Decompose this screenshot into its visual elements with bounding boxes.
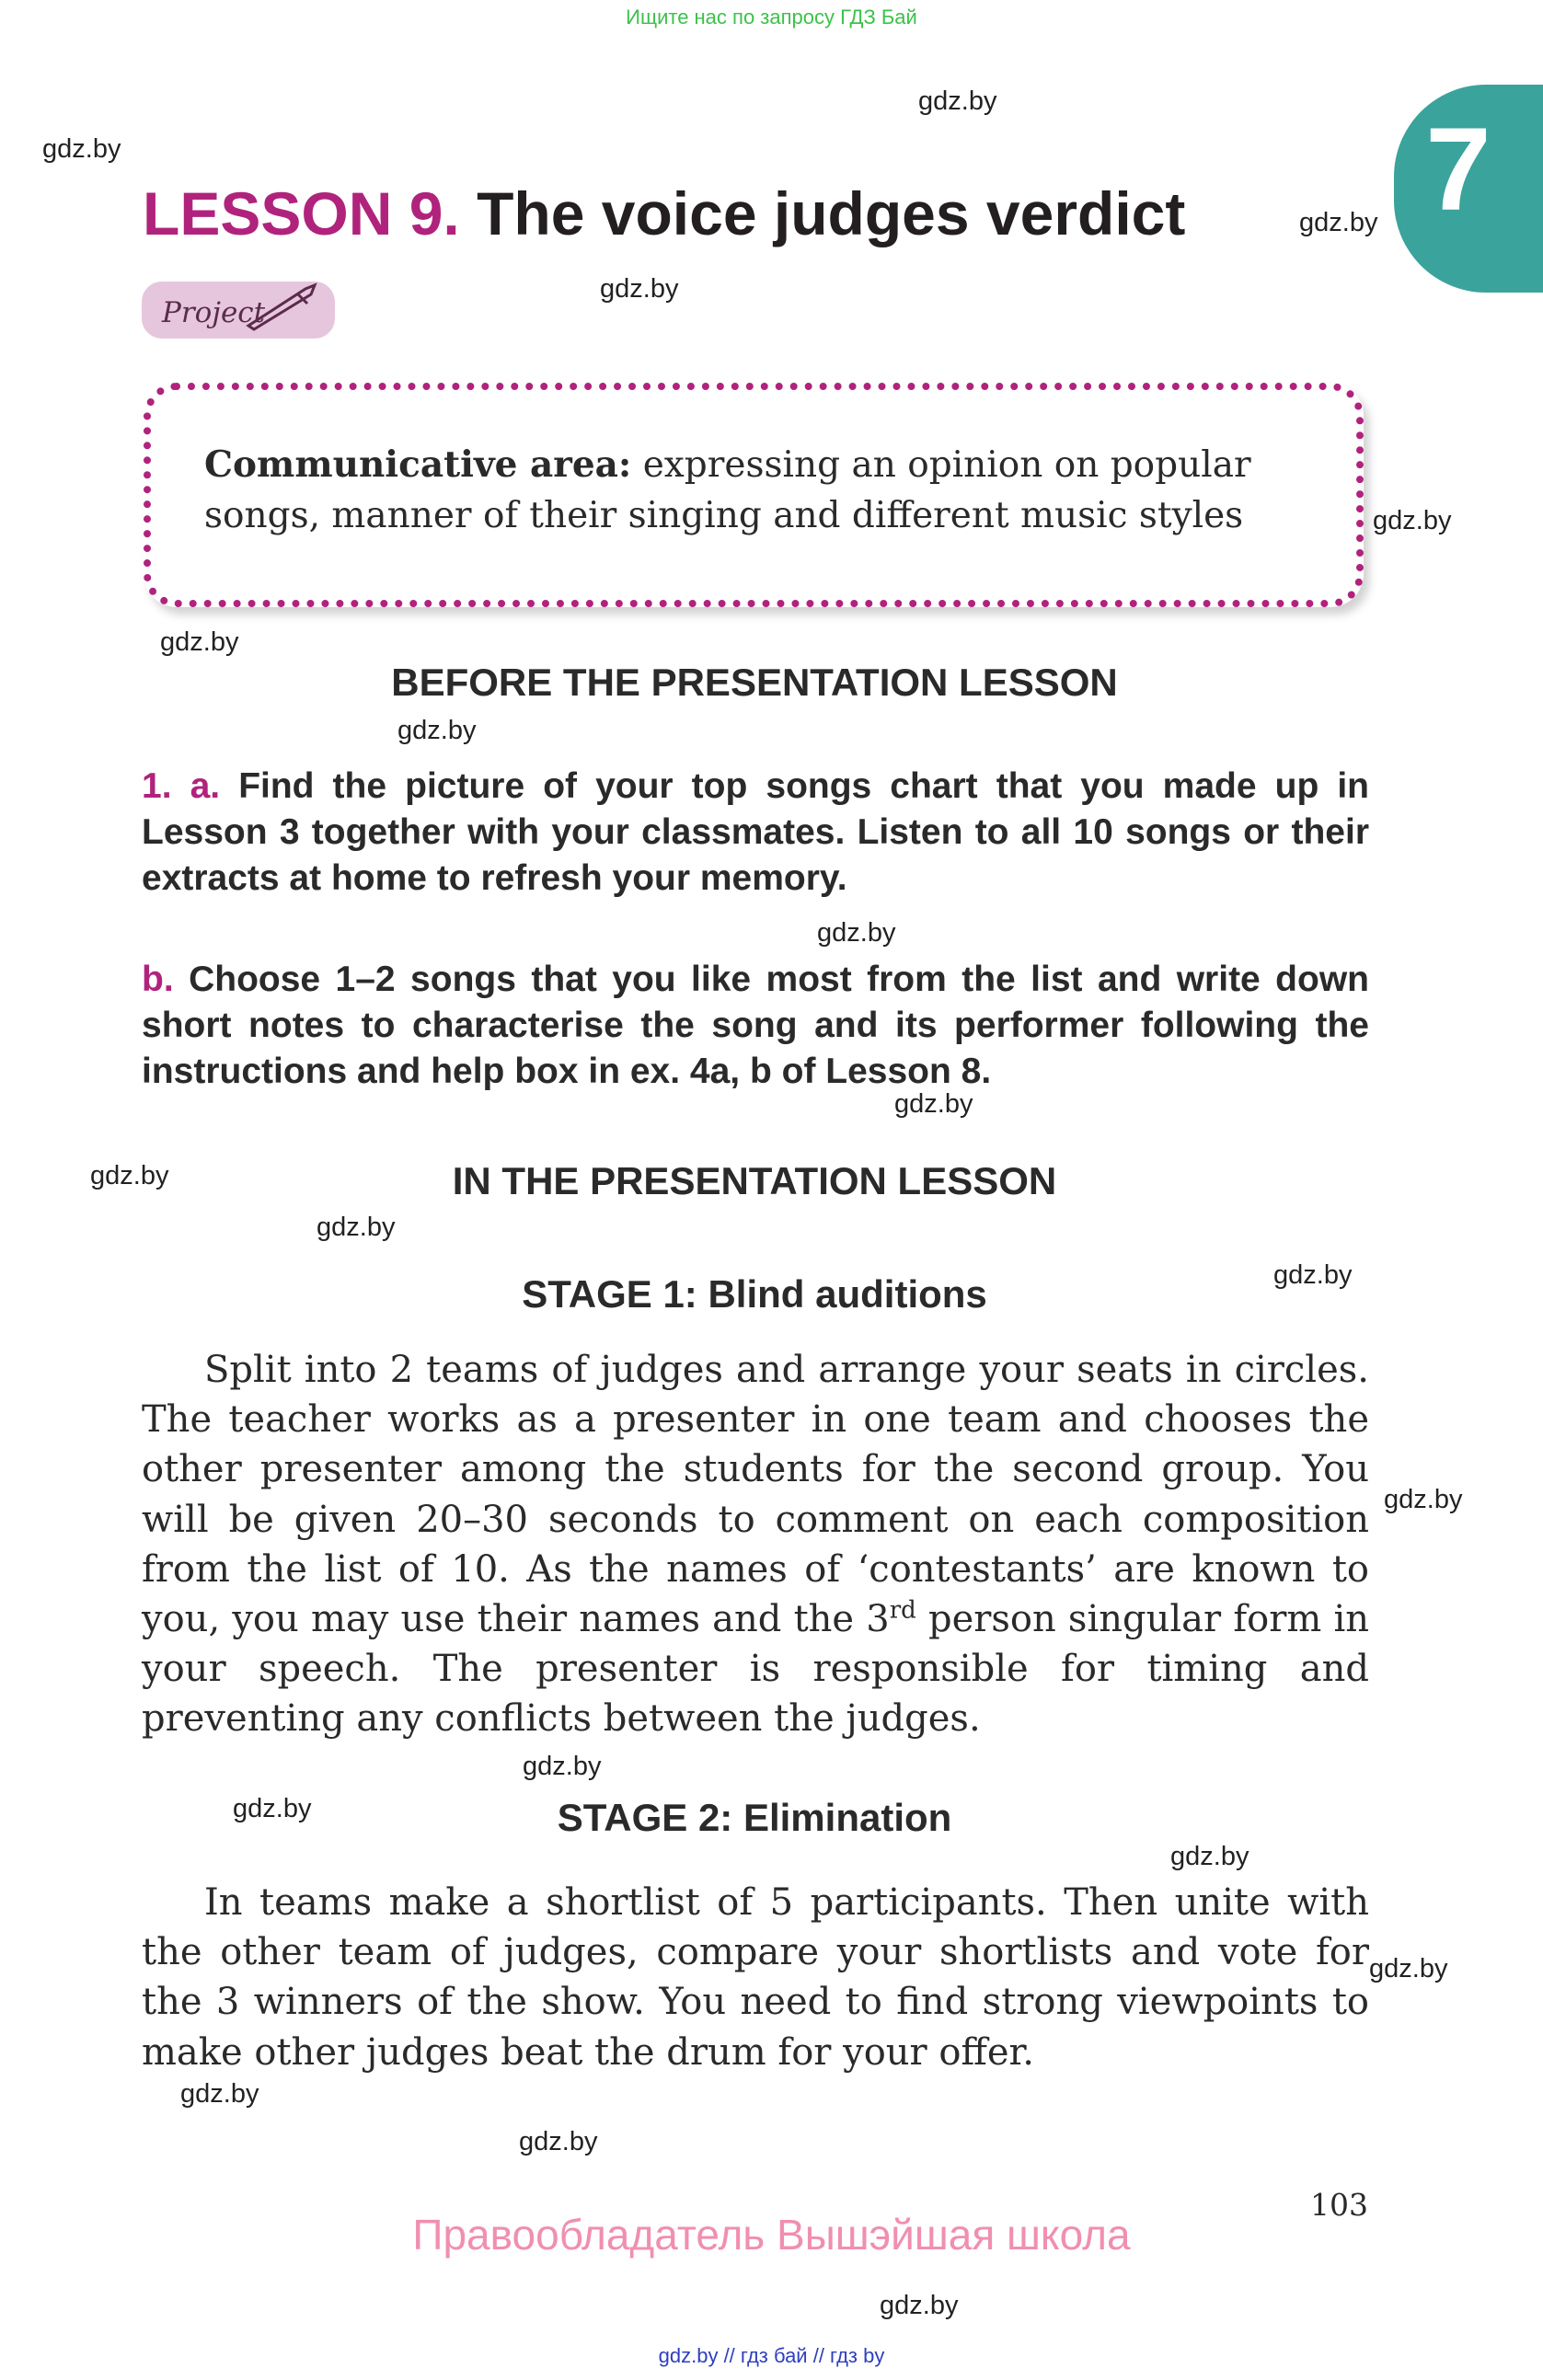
task-1a-number: 1. a.	[142, 766, 221, 806]
watermark: gdz.by	[519, 2127, 598, 2156]
communicative-area-text	[204, 440, 1318, 541]
stage-1-heading: STAGE 1: Blind auditions	[522, 1272, 987, 1316]
before-presentation-heading: BEFORE THE PRESENTATION LESSON	[391, 661, 1118, 704]
watermark: gdz.by	[397, 716, 477, 745]
task-1b-text: Choose 1–2 songs that you like most from the list and write down short notes to characterise the song and its performer following the instructions and help box in ex. 4a, b of Lesson 8.	[142, 960, 1369, 1091]
stage-1-superscript: rd	[889, 1596, 916, 1625]
communicative-area-label: Communicative area:	[204, 443, 632, 486]
in-presentation-heading: IN THE PRESENTATION LESSON	[452, 1159, 1057, 1202]
watermark: gdz.by	[317, 1213, 396, 1242]
task-1b	[142, 957, 1369, 1095]
stage-2-heading: STAGE 2: Elimination	[557, 1796, 952, 1839]
watermark: gdz.by	[1369, 1954, 1448, 1983]
page-number: 103	[1310, 2187, 1368, 2223]
watermark: gdz.by	[1273, 1260, 1353, 1290]
lesson-title	[143, 177, 1185, 250]
watermark: gdz.by	[523, 1752, 602, 1781]
watermark: gdz.by	[894, 1089, 973, 1119]
watermark: gdz.by	[160, 627, 239, 657]
bottom-banner: gdz.by // гдз бай // гдз by	[658, 2344, 885, 2367]
stage-1-text-b: person singular form in your speech. The presenter is responsible for timing and preventing any conflicts between the judges.	[142, 1598, 1369, 1741]
stage-1-text-a: Split into 2 teams of judges and arrange your seats in circles. The teacher works as a presenter in one team and chooses the other presenter among the students for the second group. You will be given 20–30 seconds to comment on each composition from the list of 10. As the names of ‘contestants’ are known to you, you may use their names and the 3	[142, 1349, 1369, 1641]
project-label: Project	[162, 296, 266, 329]
task-1a-text: Find the picture of your top songs chart that you made up in Lesson 3 together with your classmates. Listen to all 10 songs or their extracts at home to refresh your memory.	[142, 766, 1369, 898]
watermark: gdz.by	[90, 1161, 169, 1190]
copyright-owner-note: Правообладатель Вышэйшая школа	[412, 2211, 1131, 2259]
watermark: gdz.by	[817, 918, 896, 948]
watermark: gdz.by	[880, 2291, 959, 2320]
top-banner: Ищите нас по запросу ГДЗ Бай	[626, 6, 917, 29]
watermark: gdz.by	[233, 1794, 312, 1823]
watermark: gdz.by	[600, 274, 679, 304]
unit-number: 7	[1425, 104, 1491, 236]
lesson-label: LESSON 9.	[143, 179, 460, 247]
lesson-name: The voice judges verdict	[477, 179, 1186, 247]
stage-2-paragraph: In teams make a shortlist of 5 participants. Then unite with the other team of judges, compare your shortlists and vote for the 3 winners of the show. You need to find strong viewpoints to make other judges beat the drum for your offer.	[142, 1881, 1369, 2074]
task-1a	[142, 764, 1369, 902]
watermark: gdz.by	[42, 134, 121, 164]
communicative-area-description: expressing an opinion on popular songs, manner of their singing and different music styles	[204, 444, 1251, 536]
watermark: gdz.by	[1299, 208, 1378, 237]
stage-1-paragraph	[142, 1345, 1369, 1744]
watermark: gdz.by	[918, 86, 997, 116]
watermark: gdz.by	[1384, 1485, 1463, 1514]
watermark: gdz.by	[1373, 506, 1452, 535]
pen-icon	[241, 278, 324, 333]
watermark: gdz.by	[180, 2079, 259, 2109]
task-1b-number: b.	[142, 960, 174, 999]
watermark: gdz.by	[1170, 1842, 1249, 1871]
